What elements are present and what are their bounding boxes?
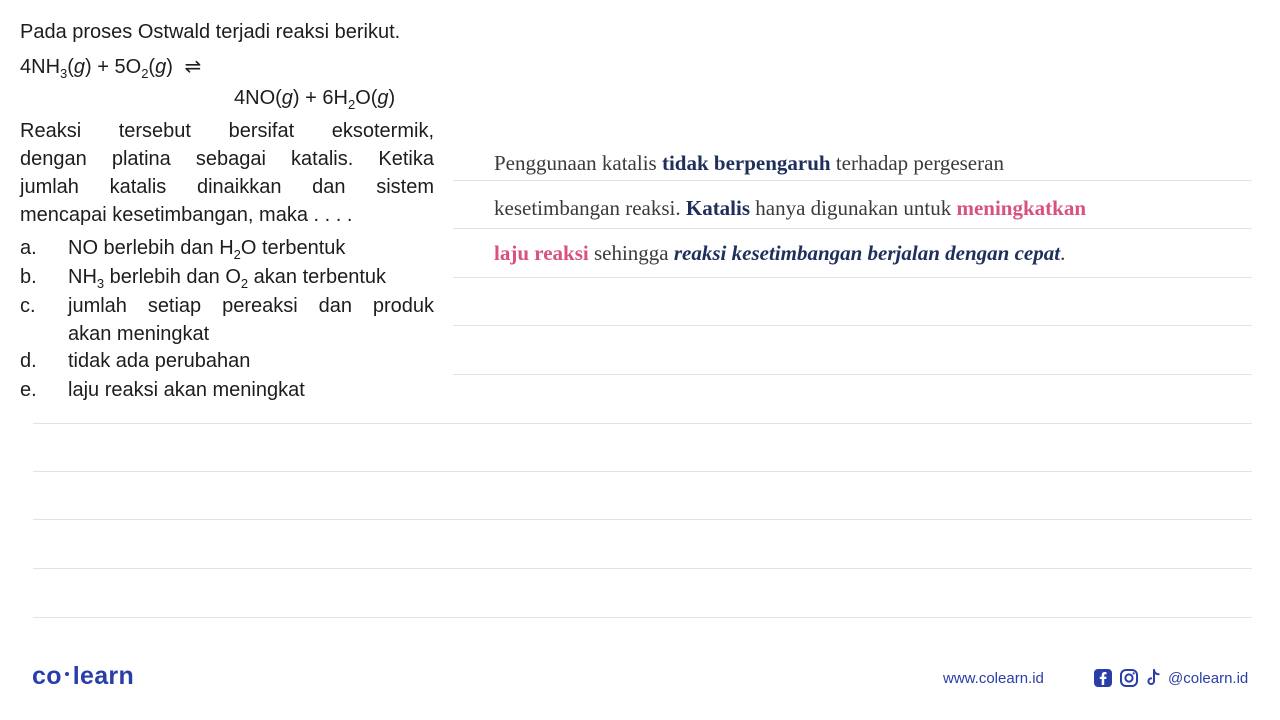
option-text: jumlah setiap pereaksi dan produk akan meningkat xyxy=(68,295,434,345)
answer-emphasis: Katalis xyxy=(685,196,751,220)
option-text: tidak ada perubahan xyxy=(68,350,251,372)
instagram-icon[interactable] xyxy=(1119,668,1139,688)
option-text: NO berlebih dan $H_2O$ terbentuk xyxy=(68,237,346,262)
tiktok-icon[interactable] xyxy=(1143,668,1163,688)
ruled-line xyxy=(33,568,1252,569)
ruled-line xyxy=(453,325,1252,326)
answer-emphasis: reaksi kesetimbangan berjalan dengan cepat xyxy=(673,241,1061,265)
reaction-products: $4NO(g) + 6H_2O(g)$ xyxy=(234,87,396,112)
answer-line-2: kesetimbangan reaksi. Katalis hanya digunakan untuk meningkatkan xyxy=(494,196,1087,220)
answer-line-1: Penggunaan katalis tidak berpengaruh terhadap pergeseran xyxy=(494,151,1004,175)
answer-emphasis: tidak berpengaruh xyxy=(661,151,831,175)
ruled-line xyxy=(453,180,1252,181)
option-c xyxy=(20,292,434,348)
facebook-icon[interactable] xyxy=(1093,668,1113,688)
ruled-line xyxy=(453,228,1252,229)
option-letter: c. xyxy=(20,295,36,317)
option-letter: a. xyxy=(20,237,37,259)
option-text: $NH_3$ berlebih dan $O_2$ akan terbentuk xyxy=(68,266,386,291)
equilibrium-arrow: ⇌ xyxy=(184,56,202,78)
question-stem xyxy=(20,117,434,229)
ruled-line xyxy=(33,423,1252,424)
ruled-line xyxy=(453,374,1252,375)
answer-highlight: laju reaksi xyxy=(494,241,589,265)
stem-line: Reaksi tersebut bersifat eksotermik, xyxy=(20,120,434,142)
question-intro: Pada proses Ostwald terjadi reaksi berikut. xyxy=(20,21,401,43)
option-a xyxy=(20,234,434,262)
ruled-line xyxy=(33,519,1252,520)
social-handle[interactable]: @colearn.id xyxy=(1168,670,1249,687)
stem-line: mencapai kesetimbangan, maka . . . . xyxy=(20,204,353,226)
reaction-reactants: $4NH_3(g) + 5O_2(g)$ ⇌ xyxy=(20,56,202,81)
answer-line-3: laju reaksi sehingga reaksi kesetimbangan berjalan dengan cepat. xyxy=(494,241,1066,265)
option-letter: b. xyxy=(20,266,37,288)
option-e xyxy=(20,376,434,404)
stem-line: jumlah katalis dinaikkan dan sistem xyxy=(20,176,434,198)
answer-highlight: meningkatkan xyxy=(956,196,1087,220)
option-b xyxy=(20,263,434,291)
option-letter: d. xyxy=(20,350,37,372)
website-link[interactable]: www.colearn.id xyxy=(943,670,1044,687)
ruled-line xyxy=(33,471,1252,472)
ruled-line xyxy=(33,617,1252,618)
stem-line: dengan platina sebagai katalis. Ketika xyxy=(20,148,434,170)
colearn-logo: co learn xyxy=(32,662,135,690)
option-text: laju reaksi akan meningkat xyxy=(68,379,305,401)
option-d xyxy=(20,347,434,375)
ruled-line xyxy=(453,277,1252,278)
option-letter: e. xyxy=(20,379,37,401)
